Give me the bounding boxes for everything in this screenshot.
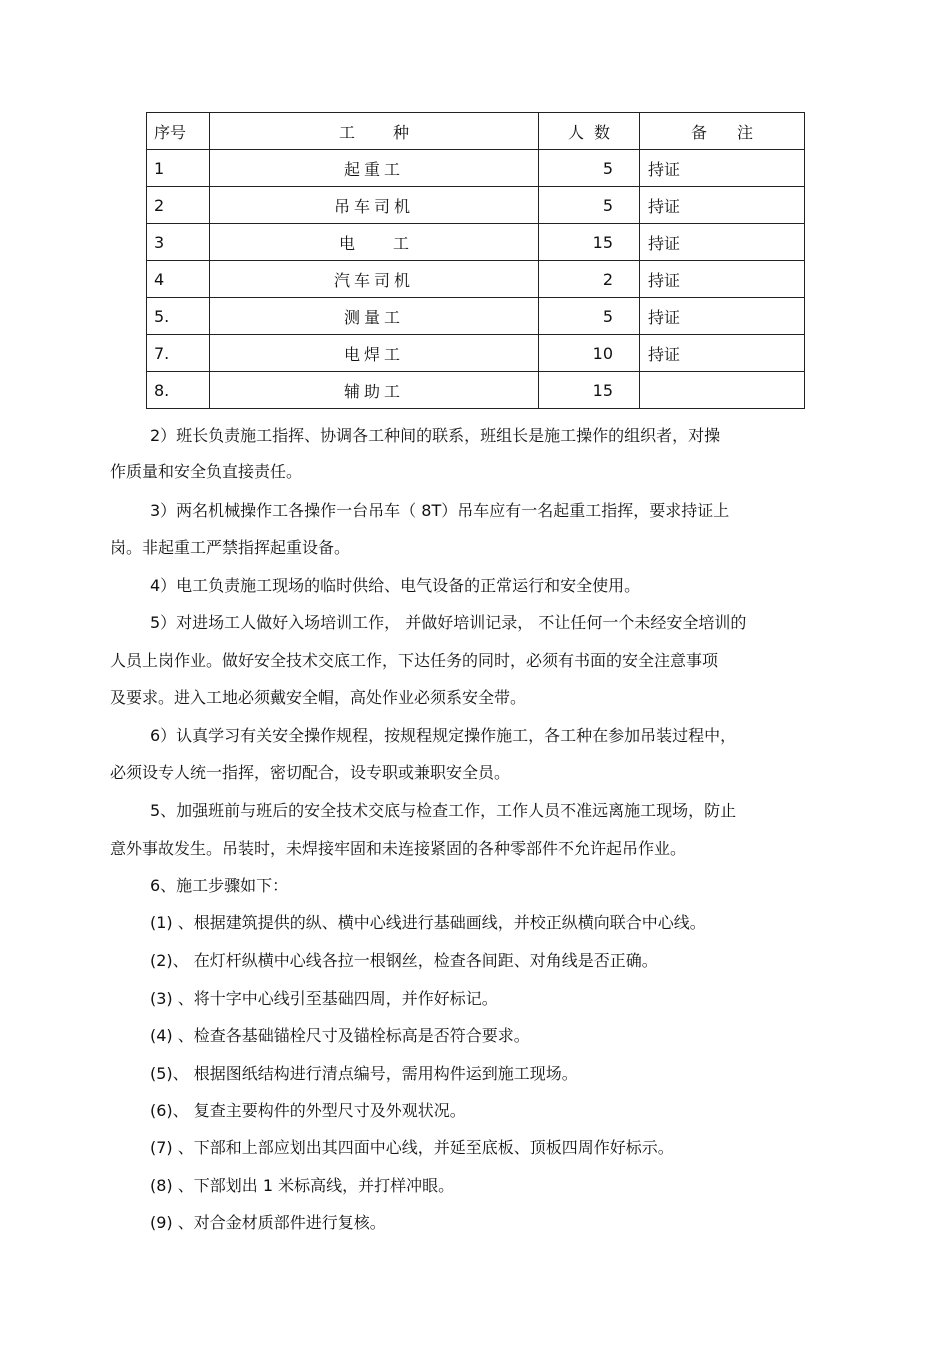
table-header-row	[147, 113, 805, 150]
cell-serial-number: 8.	[147, 372, 210, 409]
paragraph-line: 人员上岗作业。做好安全技术交底工作，下达任务的同时，必须有书面的安全注意事项	[110, 651, 719, 670]
paragraph-line: 必须设专人统一指挥，密切配合，设专职或兼职安全员。	[110, 763, 511, 782]
cell-work-type	[210, 224, 539, 261]
paragraph-line: 岗。非起重工严禁指挥起重设备。	[110, 538, 351, 557]
paragraph-line: 及要求。进入工地必须戴安全帽，高处作业必须系安全带。	[110, 688, 527, 707]
cell-headcount: 10	[539, 335, 640, 372]
cell-serial-number: 7.	[147, 335, 210, 372]
staffing-table	[146, 112, 805, 409]
cell-work-type: 辅助工	[210, 372, 539, 409]
paragraph-line: 意外事故发生。吊装时，未焊接牢固和未连接紧固的各种零部件不允许起吊作业。	[110, 839, 687, 858]
cell-work-type: 起重工	[210, 150, 539, 187]
cell-serial-number: 2	[147, 187, 210, 224]
table-row	[147, 187, 805, 224]
cell-serial-number: 3	[147, 224, 210, 261]
step-line: (6)、 复查主要构件的外型尺寸及外观状况。	[150, 1101, 466, 1120]
cell-work-type: 汽车司机	[210, 261, 539, 298]
paragraph-line: 2）班长负责施工指挥、协调各工种间的联系，班组长是施工操作的组织者，对操	[150, 426, 721, 445]
cell-headcount: 5	[539, 150, 640, 187]
cell-headcount: 5	[539, 298, 640, 335]
cell-work-type: 测量工	[210, 298, 539, 335]
table-row	[147, 298, 805, 335]
table-row	[147, 372, 805, 409]
cell-remarks: 持证	[640, 150, 805, 187]
cell-work-type: 吊车司机	[210, 187, 539, 224]
table-row	[147, 150, 805, 187]
step-line: (1) 、根据建筑提供的纵、横中心线进行基础画线，并校正纵横向联合中心线。	[150, 913, 706, 932]
header-headcount-label: 人数	[567, 122, 620, 142]
cell-remarks: 持证	[640, 187, 805, 224]
paragraph-line: 5）对进场工人做好入场培训工作， 并做好培训记录， 不让任何一个未经安全培训的	[150, 613, 747, 632]
cell-serial-number: 4	[147, 261, 210, 298]
header-work-type-label: 工种	[338, 122, 447, 142]
header-serial-number: 序号	[147, 113, 210, 150]
cell-remarks: 持证	[640, 298, 805, 335]
cell-remarks: 持证	[640, 335, 805, 372]
table-row	[147, 224, 805, 261]
paragraph-line: 4）电工负责施工现场的临时供给、电气设备的正常运行和安全使用。	[150, 576, 641, 595]
step-line: (2)、 在灯杆纵横中心线各拉一根钢丝，检查各间距、对角线是否正确。	[150, 951, 658, 970]
header-work-type	[210, 113, 539, 150]
step-line: (3) 、将十字中心线引至基础四周，并作好标记。	[150, 989, 498, 1008]
cell-headcount: 15	[539, 372, 640, 409]
step-line: (4) 、检查各基础锚栓尺寸及锚栓标高是否符合要求。	[150, 1026, 530, 1045]
cell-headcount: 2	[539, 261, 640, 298]
step-line: (9) 、对合金材质部件进行复核。	[150, 1213, 386, 1232]
cell-serial-number: 5.	[147, 298, 210, 335]
step-line: (5)、 根据图纸结构进行清点编号，需用构件运到施工现场。	[150, 1064, 578, 1083]
paragraph-line: 6）认真学习有关安全操作规程，按规程规定操作施工，各工种在参加吊装过程中，	[150, 726, 737, 745]
header-headcount	[539, 113, 640, 150]
paragraph-line: 6、施工步骤如下：	[150, 876, 289, 895]
cell-remarks: 持证	[640, 261, 805, 298]
paragraph-line: 3）两名机械操作工各操作一台吊车（ 8T）吊车应有一名起重工指挥，要求持证上	[150, 501, 730, 520]
cell-work-type: 电焊工	[210, 335, 539, 372]
cell-work-type-label: 电工	[338, 233, 447, 253]
cell-remarks: 持证	[640, 224, 805, 261]
cell-headcount: 15	[539, 224, 640, 261]
paragraph-line: 作质量和安全负直接责任。	[110, 462, 303, 481]
table-row	[147, 261, 805, 298]
header-remarks	[640, 113, 805, 150]
paragraph-line: 5、加强班前与班后的安全技术交底与检查工作，工作人员不准远离施工现场，防止	[150, 801, 737, 820]
header-remarks-label: 备注	[690, 122, 783, 142]
step-line: (8) 、下部划出 1 米标高线，并打样冲眼。	[150, 1176, 455, 1195]
table-row	[147, 335, 805, 372]
cell-remarks	[640, 372, 805, 409]
cell-headcount: 5	[539, 187, 640, 224]
step-line: (7) 、下部和上部应划出其四面中心线，并延至底板、顶板四周作好标示。	[150, 1138, 674, 1157]
cell-serial-number: 1	[147, 150, 210, 187]
